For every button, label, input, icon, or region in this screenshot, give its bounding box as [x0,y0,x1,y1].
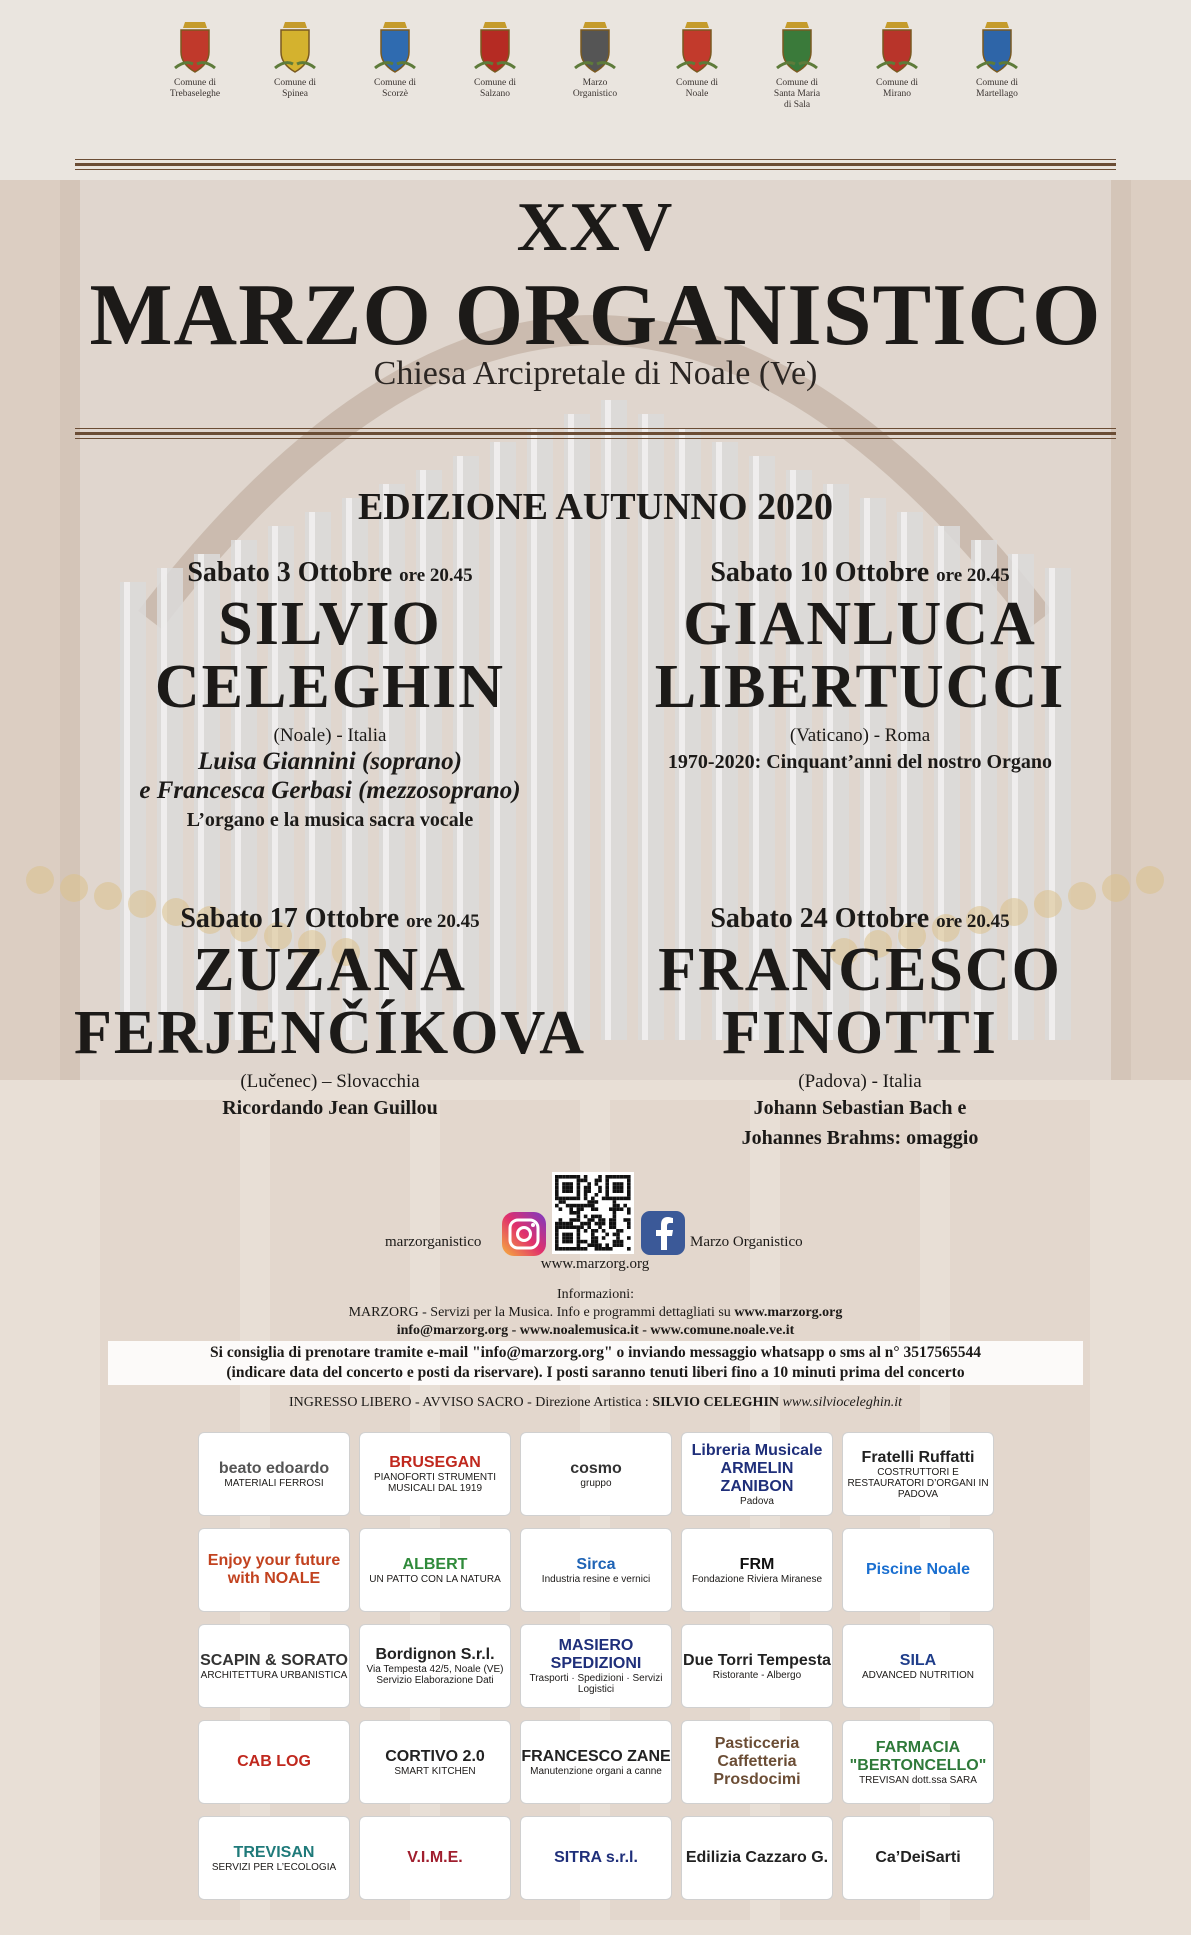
sponsor-tagline: Ristorante - Albergo [712,1669,802,1681]
crest-2 [245,18,345,100]
coat-of-arms-icon [875,18,919,76]
coat-of-arms-icon [675,18,719,76]
sponsor-logo [681,1528,833,1612]
sponsor-logo [681,1816,833,1900]
crest-6 [647,18,747,100]
sponsor-tagline: ARCHITETTURA URBANISTICA [200,1669,348,1681]
sponsor-name: Fratelli Ruffatti [861,1448,975,1466]
sponsor-logo [842,1816,994,1900]
sponsor-name: FRM [739,1555,775,1573]
sponsor-logo [520,1720,672,1804]
crest-7 [747,18,847,111]
crest-label: Comune di Noale [676,78,718,99]
instagram-icon[interactable] [500,1210,548,1258]
sponsor-name: CAB LOG [237,1753,311,1770]
sponsor-logo [359,1432,511,1516]
info-line-1: MARZORG - Servizi per la Musica. Info e programmi dettagliati su www.marzorg.org [348,1305,843,1320]
concert-program: Ricordando Jean Guillou [222,1097,438,1119]
performer-name: GIANLUCA LIBERTUCCI [654,590,1066,721]
crest-4 [445,18,545,100]
sponsor-name: CORTIVO 2.0 [385,1747,485,1765]
sponsor-tagline: COSTRUTTORI E RESTAURATORI D’ORGANI IN PADOVA [847,1466,989,1500]
edition-label: EDIZIONE AUTUNNO 2020 [357,486,834,528]
crest-label: Comune di Mirano [876,78,918,99]
coat-of-arms-icon [573,18,617,76]
edition-number: XXV [516,189,675,266]
sponsor-name: Sirca [576,1555,616,1573]
info-line-2: info@marzorg.org - www.noalemusica.it - www.comune.noale.ve.it [396,1323,795,1338]
crest-3 [345,18,445,100]
sponsor-logo [842,1720,994,1804]
sponsor-name: FRANCESCO ZANE [521,1747,671,1765]
sponsor-name: MASIERO SPEDIZIONI [550,1637,642,1672]
coat-of-arms-icon [775,18,819,76]
sponsor-name: Ca’DeiSarti [875,1849,961,1866]
sponsor-tagline: gruppo [580,1477,612,1489]
sponsor-logo [520,1816,672,1900]
sponsor-tagline: Manutenzione organi a canne [530,1765,662,1777]
sponsor-tagline: SERVIZI PER L’ECOLOGIA [211,1861,337,1873]
sponsor-tagline: PIANOFORTI STRUMENTI MUSICALI DAL 1919 [373,1472,497,1494]
sponsor-name: Bordignon S.r.l. [375,1646,495,1663]
crest-label: Comune di Santa Maria di Sala [773,78,821,110]
sponsor-logo [359,1720,511,1804]
sponsor-logo [681,1624,833,1708]
middle-divider [75,432,1116,435]
crest-label: Comune di Spinea [274,78,316,99]
concert-program: L’organo e la musica sacra vocale [186,809,474,831]
sponsor-name: Due Torri Tempesta [683,1651,831,1669]
sponsor-tagline: UN PATTO CON LA NATURA [369,1573,501,1585]
venue-subtitle: Chiesa Arcipretale di Noale (Ve) [373,355,818,392]
sponsor-logo [198,1720,350,1804]
crest-5 [545,18,645,100]
sponsor-logo [359,1624,511,1708]
sponsor-name: TREVISAN [233,1843,315,1861]
sponsor-tagline: Industria resine e vernici [541,1573,651,1585]
crest-label: Marzo Organistico [572,78,618,99]
info-heading: Informazioni: [557,1287,634,1302]
sponsor-name: beato edoardo [218,1459,330,1477]
sponsor-logo [198,1816,350,1900]
coat-of-arms-icon [473,18,517,76]
top-divider [75,163,1116,166]
coat-of-arms-icon [273,18,317,76]
instagram-handle[interactable]: marzorganistico [385,1234,482,1250]
sponsor-name: cosmo [570,1459,622,1477]
concert-program: 1970-2020: Cinquant’anni del nostro Organo [667,751,1053,773]
concert-1 [60,557,600,835]
sponsor-tagline: ADVANCED NUTRITION [861,1669,975,1681]
crest-8 [847,18,947,100]
coat-of-arms-icon [173,18,217,76]
facebook-icon[interactable] [640,1210,686,1256]
performer-origin: (Lučenec) – Slovacchia [240,1071,420,1092]
performer-origin: (Vaticano) - Roma [789,725,931,746]
sponsor-logo [198,1624,350,1708]
concert-date: Sabato 24 Ottobre ore 20.45 [710,903,1010,934]
coat-of-arms-icon [373,18,417,76]
sponsor-logo [520,1432,672,1516]
sponsor-name: BRUSEGAN [389,1454,481,1471]
sponsor-tagline: Via Tempesta 42/5, Noale (VE) Servizio Elaborazione Dati [366,1664,504,1686]
sponsor-logo [198,1528,350,1612]
concert-date: Sabato 10 Ottobre ore 20.45 [710,557,1010,588]
crest-label: Comune di Trebaseleghe [169,78,221,99]
sponsor-logo [359,1528,511,1612]
sponsor-logo [520,1528,672,1612]
sponsor-name: Edilizia Cazzaro G. [685,1849,829,1866]
sponsor-tagline: SMART KITCHEN [394,1765,476,1777]
sponsor-name: Libreria Musicale ARMELIN ZANIBON [691,1441,823,1495]
crest-9 [947,18,1047,100]
performer-name: FRANCESCO FINOTTI [658,936,1062,1067]
sponsor-logo [681,1432,833,1516]
performer-name: SILVIO CELEGHIN [154,590,506,721]
sponsor-name: FARMACIA "BERTONCELLO" [849,1738,987,1774]
crest-label: Comune di Martellago [976,78,1018,99]
sponsor-name: SITRA s.r.l. [554,1849,638,1866]
sponsor-logo [520,1624,672,1708]
sponsor-logo [359,1816,511,1900]
festival-title: MARZO ORGANISTICO [89,267,1102,364]
sponsor-name: Enjoy your future with NOALE [207,1552,341,1587]
sponsor-name: SILA [899,1651,937,1669]
booking-note: Si consiglia di prenotare tramite e-mail "info@marzorg.org" o inviando messaggio whatsapp o sms al n° 3517565544 (indicare data del concerto e posti da riservare). I posti saranno tenuti liberi fino a 10 minuti prima del concerto [108,1341,1083,1385]
concert-date: Sabato 3 Ottobre ore 20.45 [187,557,473,588]
concert-program: Johann Sebastian Bach e Johannes Brahms: omaggio [741,1097,979,1149]
sponsor-tagline: Trasporti · Spedizioni · Servizi Logistici [529,1673,663,1695]
concert-4 [590,903,1130,1153]
sponsor-tagline: MATERIALI FERROSI [224,1477,324,1489]
sponsor-logo [681,1720,833,1804]
qr-code[interactable] [552,1172,634,1254]
crest-label: Comune di Scorzè [374,78,416,99]
footer-credits: INGRESSO LIBERO - AVVISO SACRO - Direzione Artistica : SILVIO CELEGHIN www.silvioceleghin.it [288,1395,903,1410]
sponsor-tagline: Padova [740,1495,774,1507]
concert-2 [590,557,1130,777]
sponsor-tagline: TREVISAN dott.ssa SARA [859,1774,977,1786]
website-link[interactable]: www.marzorg.org [540,1256,650,1272]
crest-label: Comune di Salzano [474,78,516,99]
concert-date: Sabato 17 Ottobre ore 20.45 [180,903,480,934]
sponsor-logo [198,1432,350,1516]
sponsor-name: ALBERT [402,1555,468,1573]
performer-origin: (Noale) - Italia [273,725,387,746]
concert-3 [60,903,600,1123]
guest-performers: Luisa Giannini (soprano) e Francesca Gerbasi (mezzosoprano) [139,748,521,804]
coat-of-arms-icon [975,18,1019,76]
sponsor-name: Pasticceria Caffetteria Prosdocimi [713,1735,801,1788]
sponsor-logo [842,1528,994,1612]
sponsor-name: SCAPIN & SORATO [200,1651,348,1669]
sponsor-tagline: Fondazione Riviera Miranese [691,1573,823,1585]
sponsor-name: V.I.M.E. [407,1849,463,1866]
crest-1 [145,18,245,100]
performer-origin: (Padova) - Italia [798,1071,922,1092]
info-block [0,1286,1191,1340]
sponsor-logo [842,1624,994,1708]
sponsor-name: Piscine Noale [865,1561,971,1578]
facebook-page[interactable]: Marzo Organistico [690,1234,803,1250]
performer-name: ZUZANA FERJENČÍKOVA [73,936,587,1067]
sponsor-logo [842,1432,994,1516]
